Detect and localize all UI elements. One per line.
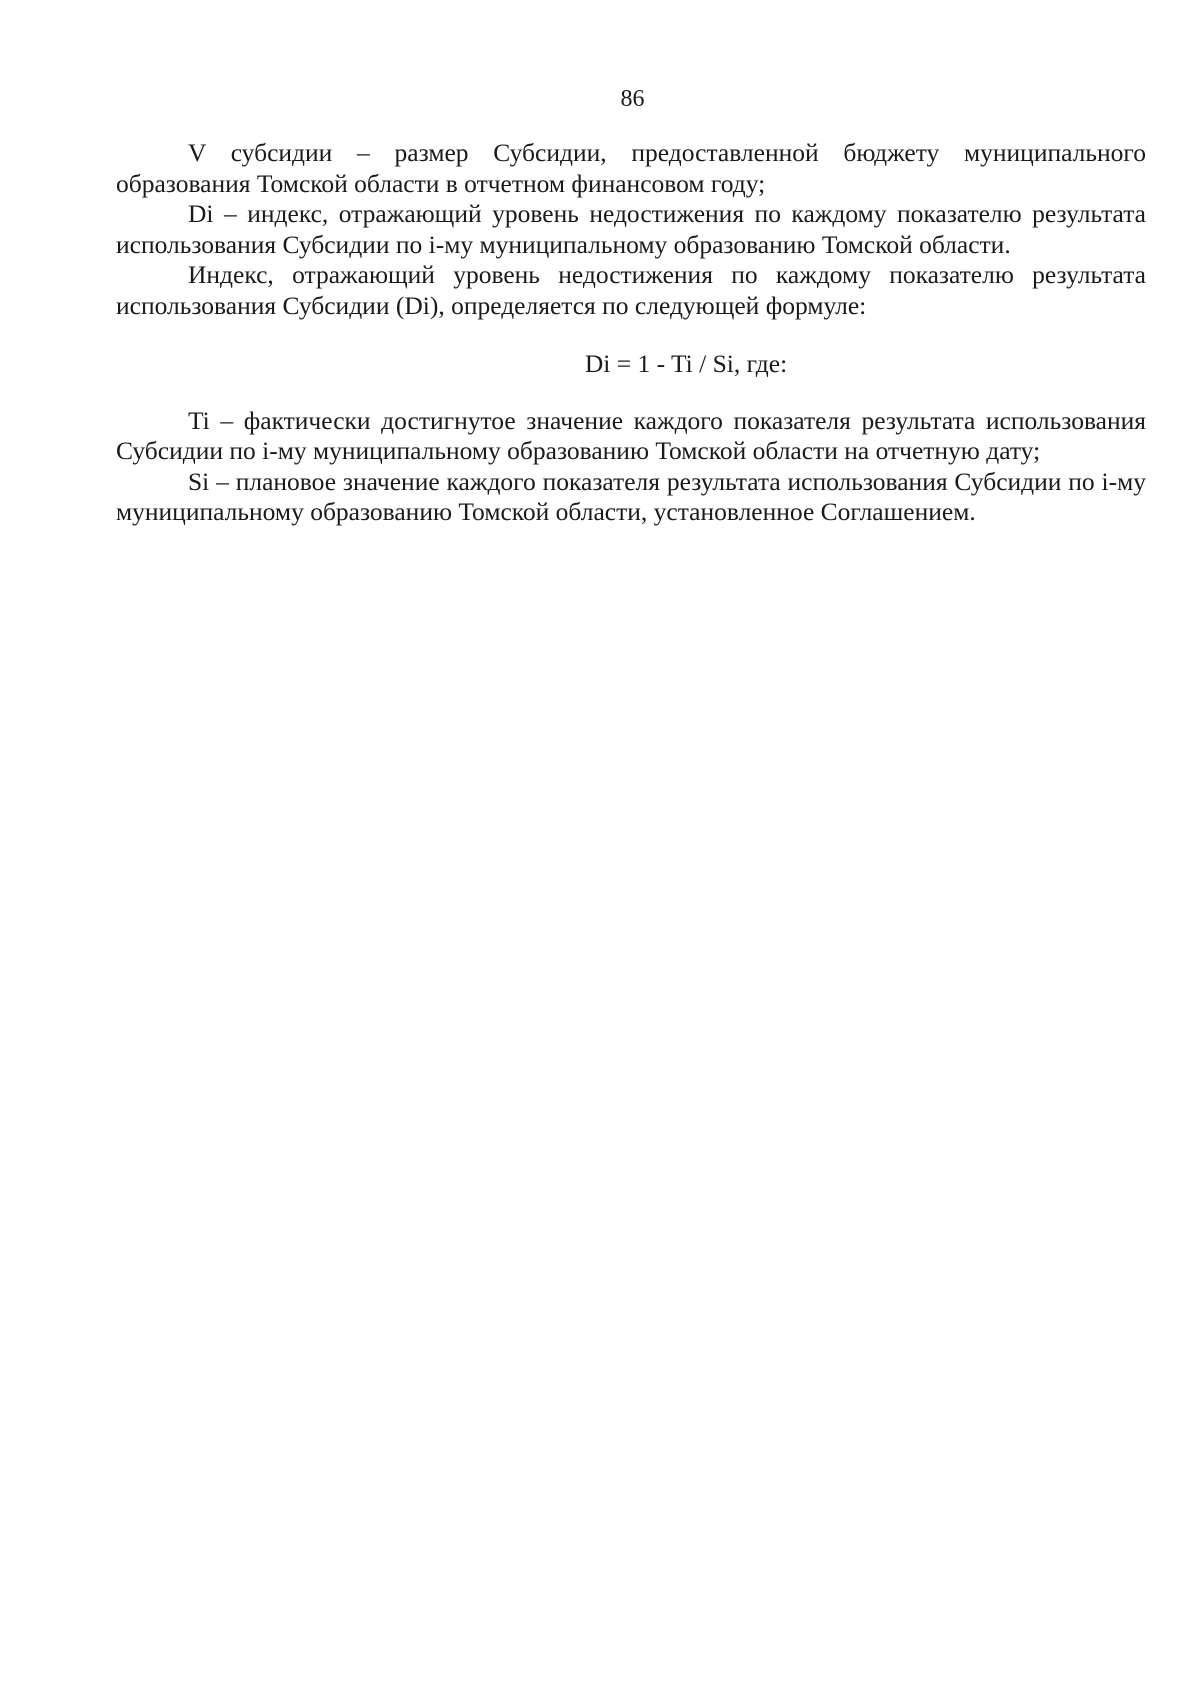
paragraph-di-formula-intro: Индекс, отражающий уровень недостижения по каждому показателю результата использования Субсидии (Di), определяется по следующей формуле:	[116, 260, 1146, 320]
page-number: 86	[620, 86, 645, 112]
formula-di: Di = 1 - Ti / Si, где:	[584, 349, 788, 378]
paragraph-di-definition: Di – индекс, отражающий уровень недостижения по каждому показателю результата использования Субсидии по i-му муниципальному образованию Томской области.	[116, 199, 1146, 259]
paragraph-si-definition: Si – плановое значение каждого показателя результата использования Субсидии по i-му муниципальному образованию Томской области, установленное Соглашением.	[116, 466, 1146, 526]
paragraph-ti-definition: Ti – фактически достигнутое значение каждого показателя результата использования Субсидии по i-му муниципальному образованию Томской области на отчетную дату;	[116, 405, 1146, 465]
document-body	[116, 138, 1146, 528]
paragraph-v-subsidy-definition: V субсидии – размер Субсидии, предоставленной бюджету муниципального образования Томской области в отчетном финансовом году;	[116, 138, 1146, 198]
